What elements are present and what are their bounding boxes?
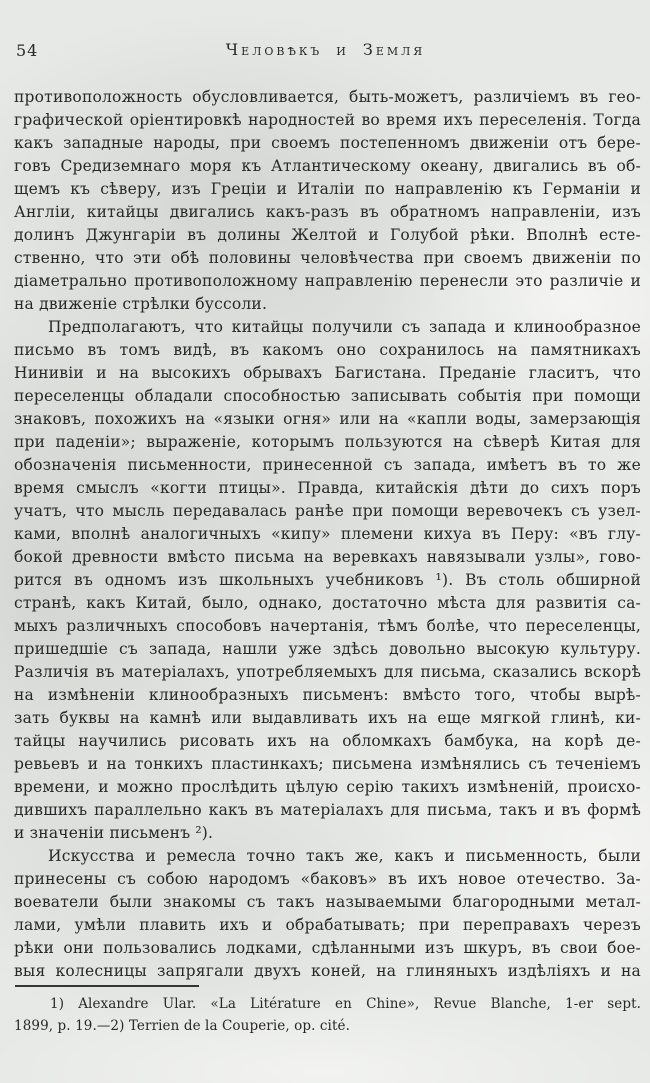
- text-line: рится въ одномъ изъ школьныхъ учебниковъ ¹). Въ столь обширной: [14, 571, 641, 589]
- text-line: долинъ Джунгаріи въ долины Желтой и Голубой рѣки. Вполнѣ есте-: [14, 226, 641, 244]
- text-line: рѣки они пользовались лодками, сдѣланными изъ шкуръ, въ свои бое-: [14, 939, 641, 957]
- text-line: противоположность обусловливается, быть-можетъ, различіемъ въ гео-: [14, 88, 641, 106]
- text-line: дившихъ параллельно какъ въ матеріалахъ для письма, такъ и въ формѣ: [14, 801, 641, 819]
- text-line: говъ Средиземнаго моря къ Атлантическому океану, двигались въ об-: [14, 157, 641, 175]
- text-line: переселенцы обладали способностью записывать событія при помощи: [14, 387, 641, 405]
- text-line: воеватели были знакомы съ такъ называемыми благородными метал-: [14, 893, 641, 911]
- text-line: 1899, p. 19.—2) Terrien de la Couperie, op. cité.: [14, 1017, 350, 1034]
- text-line: тайцы научились рисовать ихъ на обломкахъ бамбука, на корѣ де-: [14, 732, 641, 750]
- text-line: лами, умѣли плавить ихъ и обрабатывать; при переправахъ черезъ: [14, 916, 641, 934]
- page-number: 54: [16, 41, 39, 60]
- page-header: [15, 40, 636, 64]
- text-line: ревьевъ и на тонкихъ пластинкахъ; письмена измѣнялись съ теченіемъ: [14, 755, 641, 773]
- text-line: Различія въ матеріалахъ, употребляемыхъ для письма, сказались вскорѣ: [14, 663, 641, 681]
- text-line: на измѣненіи клинообразныхъ письменъ: вмѣсто того, чтобы вырѣ-: [14, 686, 641, 704]
- text-line: учатъ, что мысль передавалась ранѣе при помощи веревочекъ съ узел-: [14, 502, 641, 520]
- text-line: бокой древности вмѣсто письма на веревкахъ навязывали узлы», гово-: [14, 548, 641, 566]
- text-line: на движеніе стрѣлки буссоли.: [14, 295, 268, 313]
- text-line: какъ западные народы, при своемъ постепенномъ движеніи отъ бере-: [14, 134, 641, 152]
- text-line: принесены съ собою народомъ «баковъ» въ ихъ новое отечество. За-: [14, 870, 641, 888]
- text-line: Искусства и ремесла точно такъ же, какъ и письменность, были: [48, 847, 641, 865]
- text-line: времени, и можно прослѣдить цѣлую серію такихъ измѣненій, происхо-: [14, 778, 641, 796]
- text-line: діаметрально противоположному направленію перенесли это различіе и: [14, 272, 641, 290]
- footnote: [14, 994, 641, 1037]
- text-line: Предполагаютъ, что китайцы получили съ запада и клинообразное: [48, 318, 641, 336]
- text-line: пришедшіе съ запада, нашли уже здѣсь довольно высокую культуру.: [14, 640, 641, 658]
- text-line: Англіи, китайцы двигались какъ-разъ въ обратномъ направленіи, изъ: [14, 203, 641, 221]
- footnote-separator: [15, 985, 199, 987]
- text-line: зать буквы на камнѣ или выдавливать ихъ на еще мягкой глинѣ, ки-: [14, 709, 641, 727]
- text-line: графической оріентировкѣ народностей во время ихъ переселенія. Тогда: [14, 111, 641, 129]
- text-line: щемъ къ сѣверу, изъ Греціи и Италіи по направленію къ Германіи и: [14, 180, 641, 198]
- text-line: при паденіи»; выраженіе, которымъ пользуются на сѣверѣ Китая для: [14, 433, 641, 451]
- text-line: письмо въ томъ видѣ, въ какомъ оно сохранилось на памятникахъ: [14, 341, 641, 359]
- text-line: мыхъ различныхъ способовъ начертанія, тѣмъ болѣе, что переселенцы,: [14, 617, 641, 635]
- text-line: обозначенія письменности, принесенной съ запада, имѣетъ въ то же: [14, 456, 641, 474]
- text-line: и значеніи письменъ ²).: [14, 824, 214, 842]
- body-text: [14, 86, 641, 983]
- text-line: Нинивіи и на высокихъ обрывахъ Багистана. Преданіе гласитъ, что: [14, 364, 641, 382]
- text-line: ственно, что эти обѣ половины человѣчества при своемъ движеніи по: [14, 249, 641, 267]
- text-line: ками, вполнѣ аналогичныхъ «кипу» племени кихуа въ Перу: «въ глу-: [14, 525, 641, 543]
- text-line: время смыслъ «когти птицы». Правда, китайскія дѣти до сихъ поръ: [14, 479, 641, 497]
- text-line: странѣ, какъ Китай, было, однако, достаточно мѣста для развитія са-: [14, 594, 641, 612]
- running-title: Человѣкъ и Земля: [225, 40, 426, 59]
- text-line: 1) Alexandre Ular. «La Litérature en Chine», Revue Blanche, 1-er sept.: [50, 996, 641, 1012]
- text-line: выя колесницы запрягали двухъ коней, на глиняныхъ издѣліяхъ и на: [14, 962, 641, 980]
- text-line: знаковъ, похожихъ на «языки огня» или на «капли воды, замерзающія: [14, 410, 641, 428]
